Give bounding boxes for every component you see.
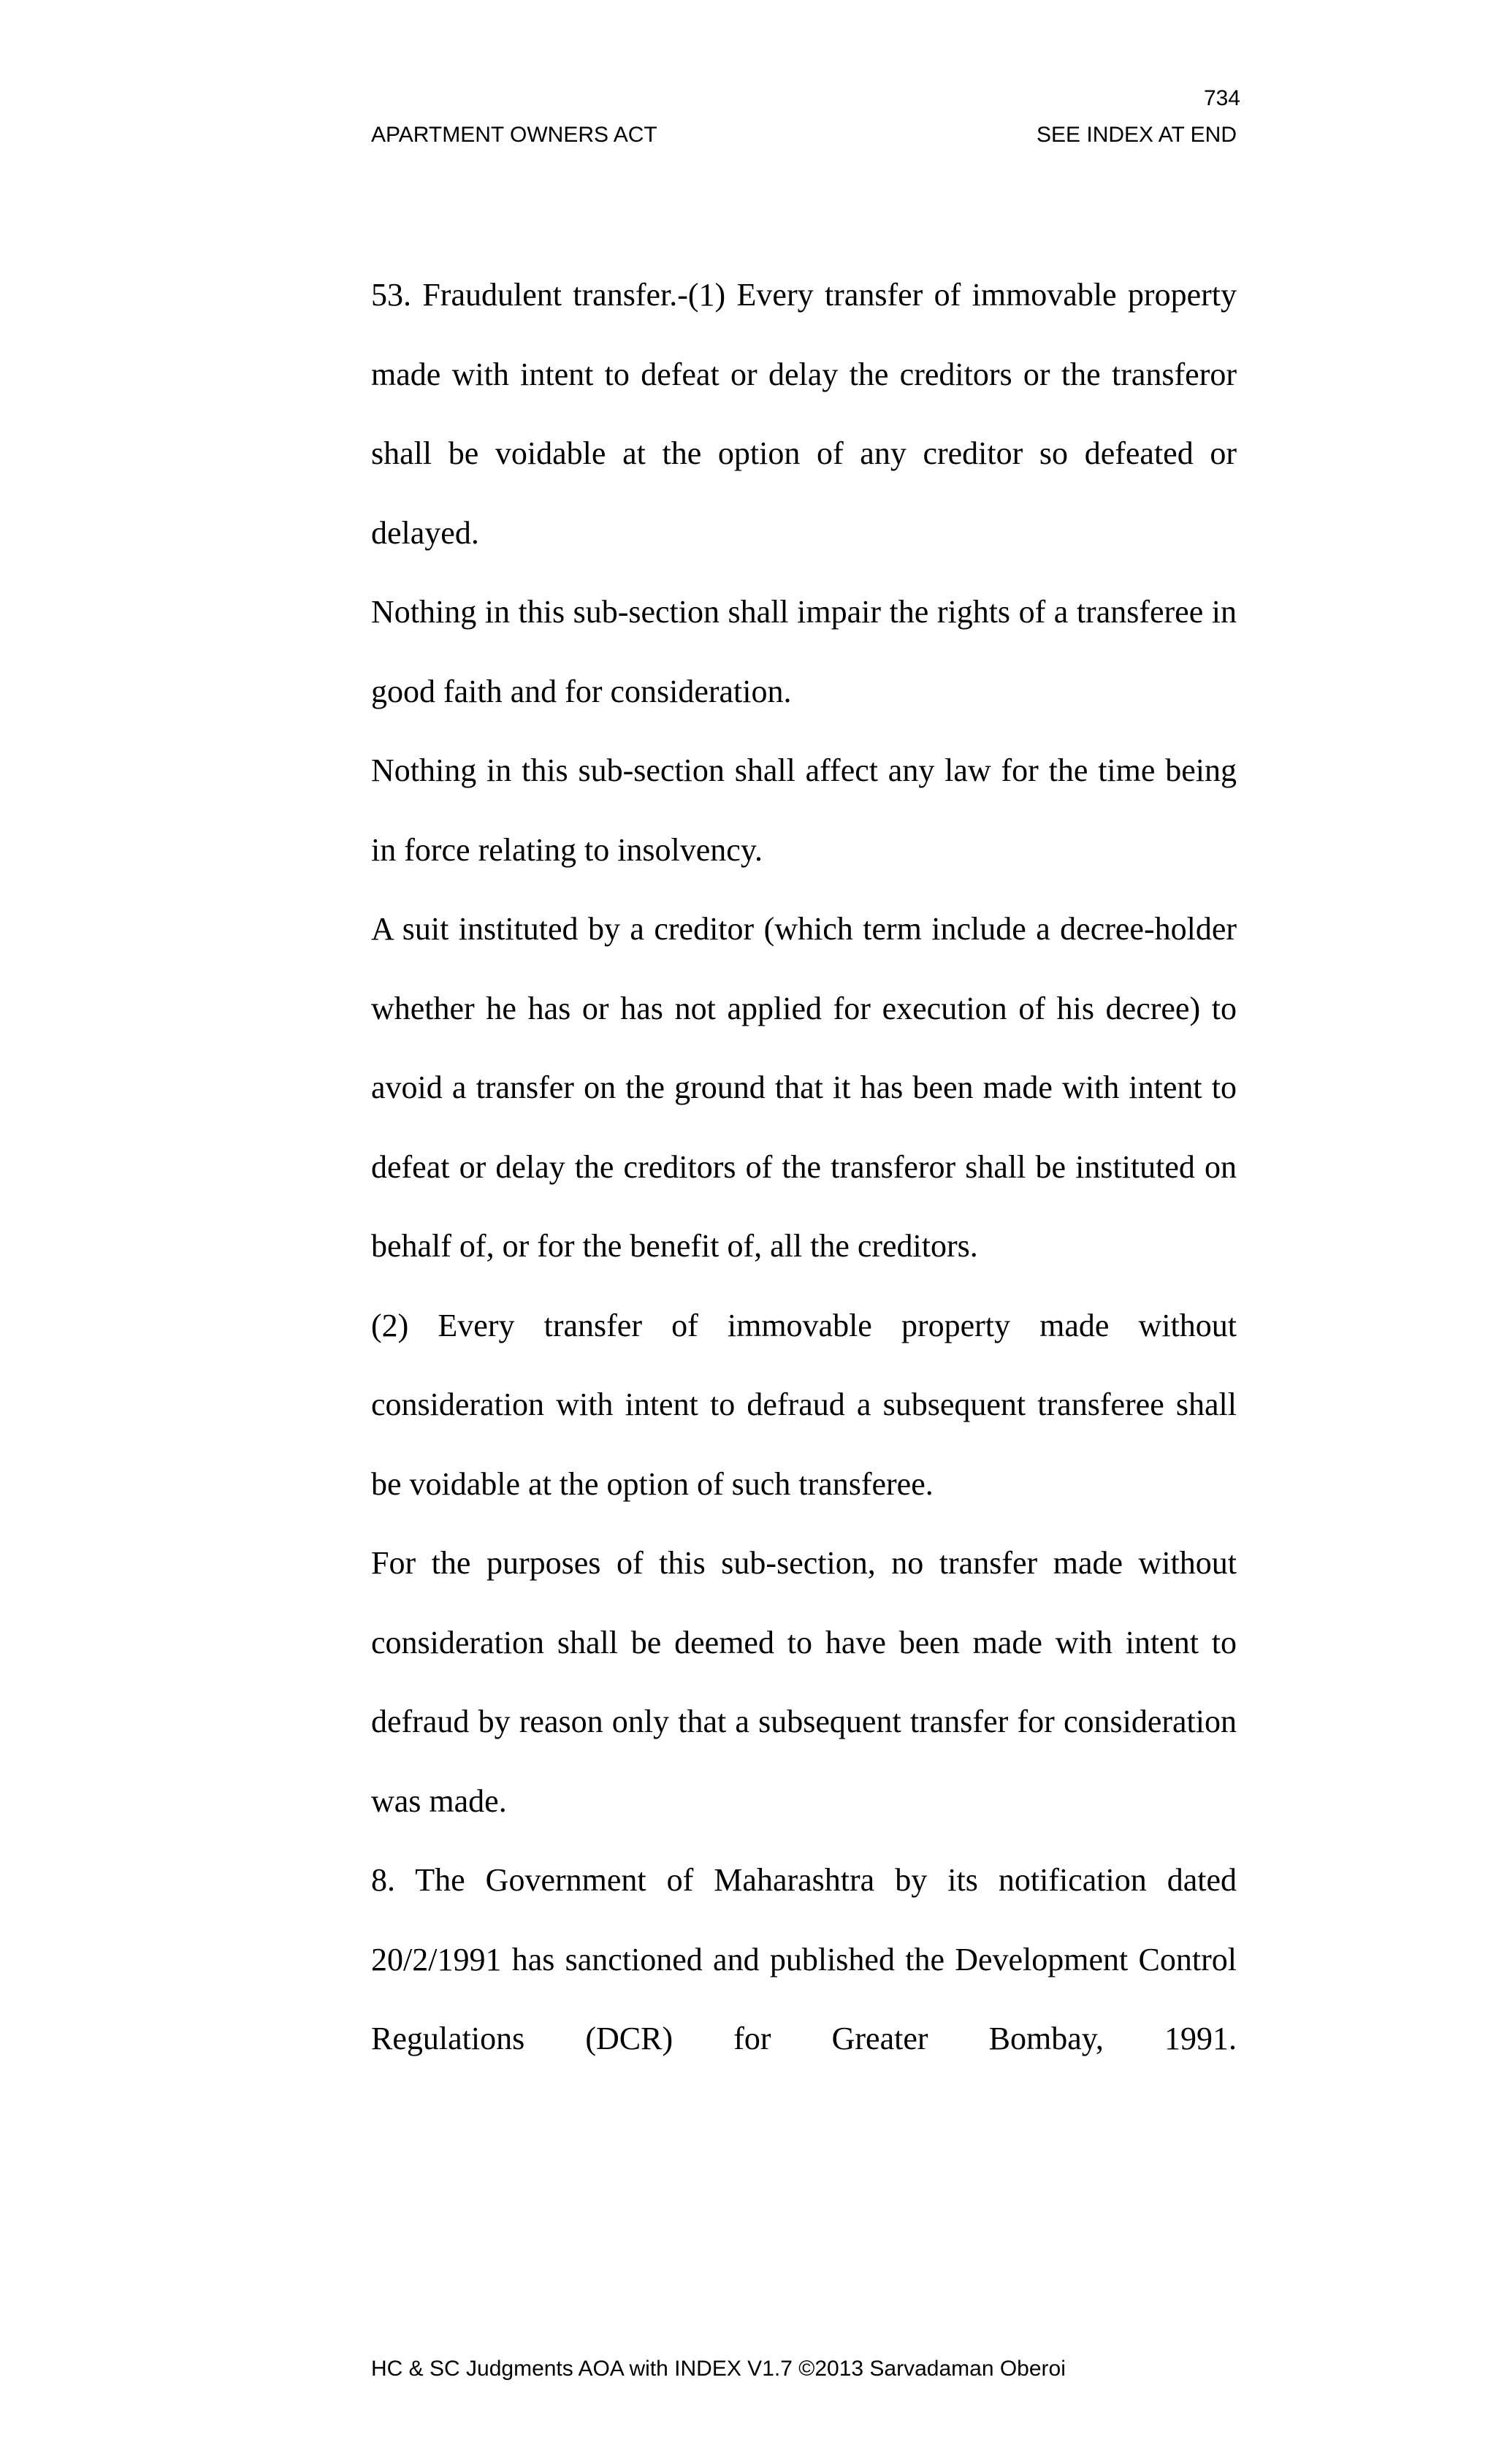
paragraph-suit-by-creditor: A suit instituted by a creditor (which term include a decree-holder whether he has or has not applied for execution of his decree) to avoid a transfer on the ground that it has been made with intent to defeat or delay the creditors of the transferor shall be instituted on behalf of, or for the benefit of, all the creditors. bbox=[371, 911, 1237, 1264]
paragraph-section-53-1: 53. Fraudulent transfer.-(1) Every transfer of immovable property made with intent to defeat or delay the creditors or the transferor shall be voidable at the option of any creditor so defeated or delayed. bbox=[371, 277, 1237, 551]
paragraph-proviso-insolvency: Nothing in this sub-section shall affect any law for the time being in force relating to insolvency. bbox=[371, 752, 1237, 868]
page-number: 734 bbox=[1203, 86, 1240, 110]
header-index-note: SEE INDEX AT END bbox=[1037, 123, 1237, 147]
header-title: APARTMENT OWNERS ACT bbox=[371, 123, 657, 147]
paragraph-section-53-2: (2) Every transfer of immovable property made without consideration with intent to defraud a subsequent transferee shall be voidable at the option of such transferee. bbox=[371, 1307, 1237, 1502]
paragraph-dcr-notification: 8. The Government of Maharashtra by its notification dated 20/2/1991 has sanctioned and published the Development Control Regulations (DCR) for Greater Bombay, 1991. bbox=[371, 1862, 1237, 2056]
paragraph-explanation: For the purposes of this sub-section, no transfer made without consideration shall be deemed to have been made with intent to defraud by reason only that a subsequent transfer for consideration was made. bbox=[371, 1545, 1237, 1819]
page-footer: HC & SC Judgments AOA with INDEX V1.7 ©2013 Sarvadaman Oberoi bbox=[371, 2357, 1066, 2381]
document-body bbox=[371, 256, 1237, 2079]
running-header bbox=[371, 124, 1237, 146]
paragraph-proviso-good-faith: Nothing in this sub-section shall impair the rights of a transferee in good faith and for consideration. bbox=[371, 594, 1237, 709]
